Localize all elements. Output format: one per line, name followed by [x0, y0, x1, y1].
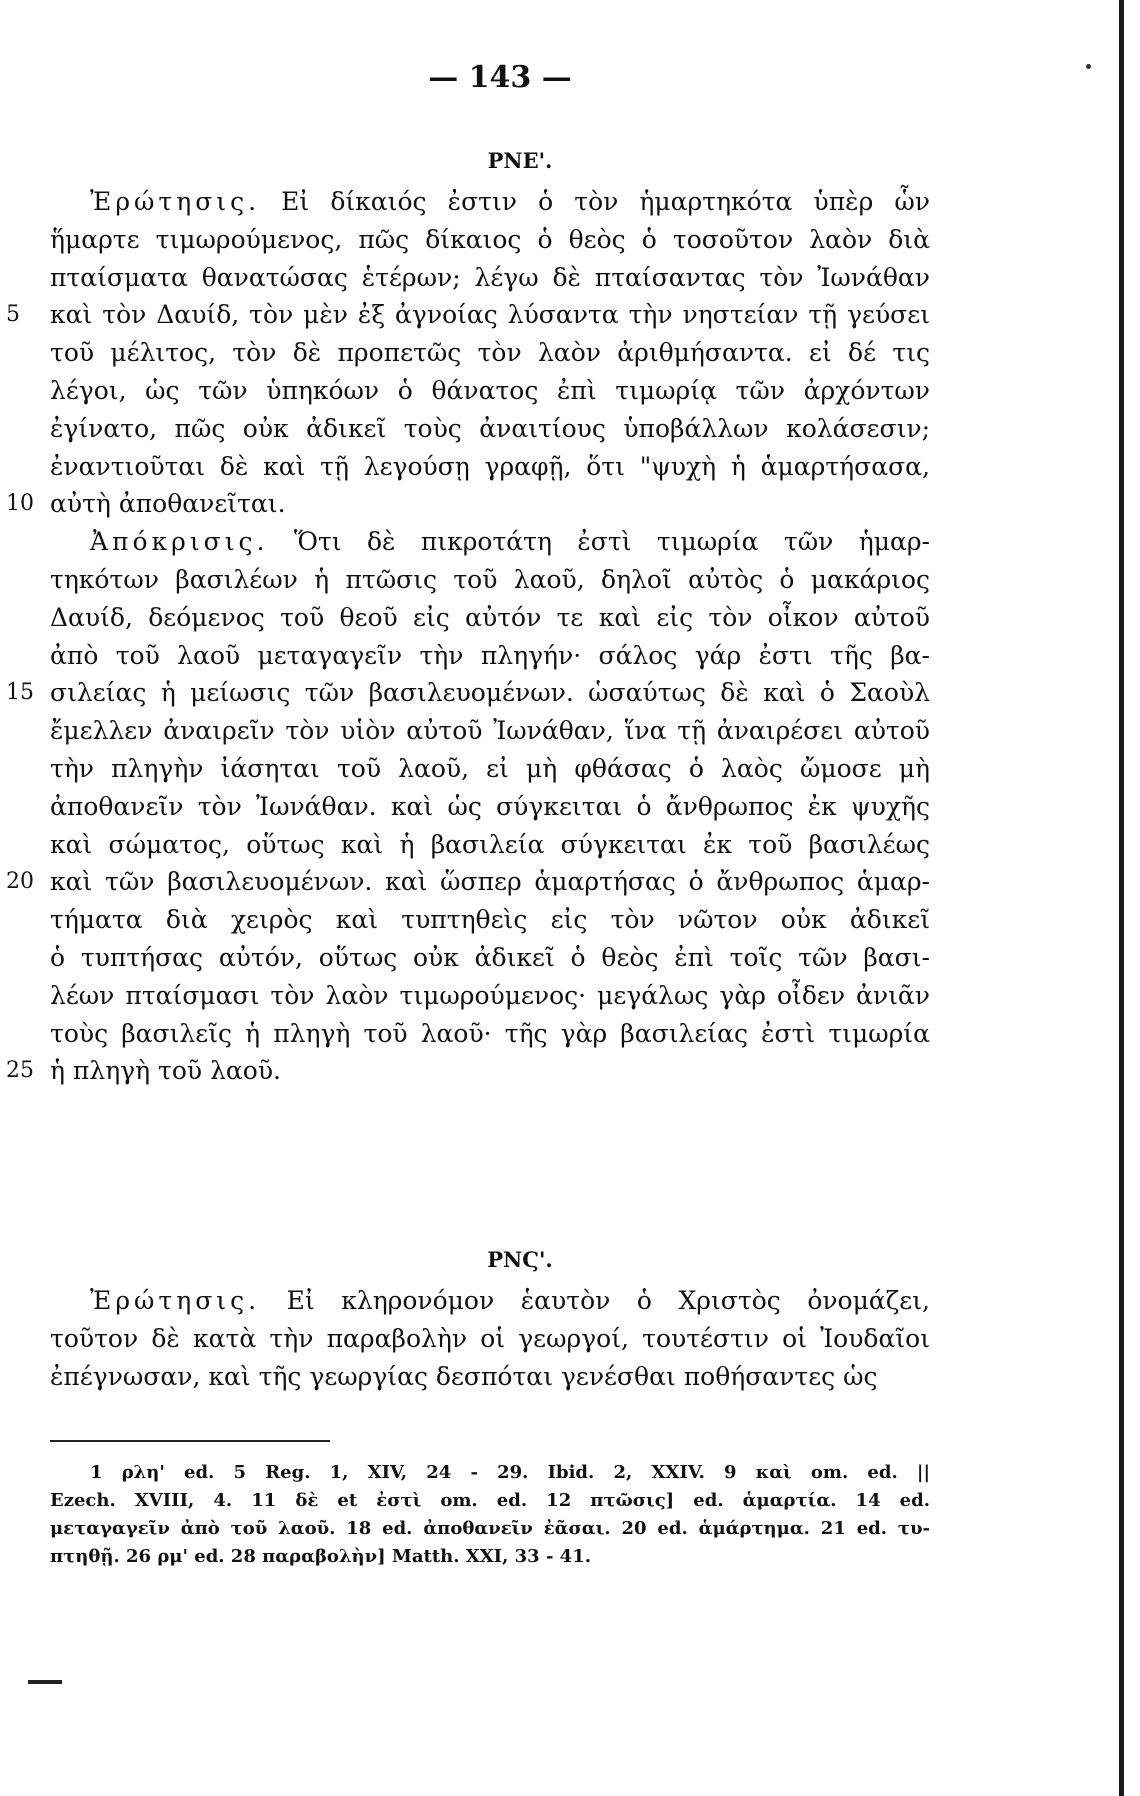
text-line — [50, 753, 930, 785]
text-line — [50, 866, 930, 898]
line-text: ἐπέγνωσαν, καὶ τῆς γεωργίας δεσπόται γενέσθαι ποθήσαντες ὡς — [50, 1361, 878, 1391]
line-text: τήματα διὰ χειρὸς καὶ τυπτηθεὶς εἰς τὸν νῶτον οὐκ ἀδικεῖ — [50, 905, 930, 935]
text-line — [90, 1285, 930, 1317]
line-text: ἔμελλεν ἀναιρεῖν τὸν υἱὸν αὐτοῦ Ἰωνάθαν, ἵνα τῇ ἀναιρέσει αὐτοῦ — [50, 716, 930, 746]
text-line — [50, 602, 930, 634]
text-line — [50, 791, 930, 823]
line-text: ἀπὸ τοῦ λαοῦ μεταγαγεῖν τὴν πληγήν· σάλος γάρ ἐστι τῆς βα- — [50, 640, 930, 670]
text-line — [50, 942, 930, 974]
text-line — [90, 186, 930, 218]
text-line — [50, 980, 930, 1012]
text-line — [50, 224, 930, 256]
line-text: τοὺς βασιλεῖς ἡ πληγὴ τοῦ λαοῦ· τῆς γὰρ βασιλείας ἐστὶ τιμωρία — [50, 1018, 930, 1048]
text-line — [50, 1055, 930, 1087]
line-text: Εἰ δίκαιός ἐστιν ὁ τὸν ἡμαρτηκότα ὑπὲρ ὧν — [260, 187, 930, 216]
text-line — [50, 564, 930, 596]
text-line — [50, 715, 930, 747]
line-number: 15 — [6, 680, 34, 706]
line-text: καὶ σώματος, οὕτως καὶ ἡ βασιλεία σύγκειται ἐκ τοῦ βασιλέως — [50, 829, 930, 859]
line-text: αὐτὴ ἀποθανεῖται. — [50, 489, 286, 519]
text-line — [50, 375, 930, 407]
line-number: 20 — [6, 869, 34, 895]
footnote-line: μεταγαγεῖν ἀπὸ τοῦ λαοῦ. 18 ed. ἀποθανεῖν ἐᾶσαι. 20 ed. ἁμάρτημα. 21 ed. τυ- — [50, 1518, 930, 1539]
line-text: λέων πταίσμασι τὸν λαὸν τιμωρούμενος· μεγάλως γὰρ οἶδεν ἀνιᾶν — [50, 980, 930, 1010]
line-text: πταίσματα θανατώσας ἑτέρων; λέγω δὲ πταίσαντας τὸν Ἰωνάθαν — [50, 262, 930, 292]
line-number: 5 — [6, 302, 20, 328]
text-line — [50, 488, 930, 520]
line-text: Ὅτι δὲ πικροτάτη ἐστὶ τιμωρία τῶν ἡμαρ- — [268, 527, 930, 557]
line-text: λέγοι, ὡς τῶν ὑπηκόων ὁ θάνατος ἐπὶ τιμωρίᾳ τῶν ἀρχόντων — [50, 376, 930, 405]
line-text: τὴν πληγὴν ἰάσηται τοῦ λαοῦ, εἰ μὴ φθάσας ὁ λαὸς ὤμοσε μὴ — [50, 754, 930, 783]
text-line — [50, 451, 930, 483]
line-text: καὶ τῶν βασιλευομένων. καὶ ὥσπερ ἁμαρτήσας ὁ ἄνθρωπος ἁμαρ- — [50, 867, 930, 897]
line-number: 25 — [6, 1058, 34, 1084]
footnote-line: Ezech. XVIII, 4. 11 δὲ et ἐστὶ om. ed. 12 πτῶσις] ed. ἁμαρτία. 14 ed. — [50, 1490, 930, 1511]
section-heading: ΡΝΕ'. — [487, 148, 553, 173]
line-text: ἡ πληγὴ τοῦ λαοῦ. — [50, 1056, 281, 1086]
line-text: Εἰ κληρονόμον ἑαυτὸν ὁ Χριστὸς ὀνομάζει, — [260, 1286, 930, 1315]
section-heading: ΡΝϚ'. — [487, 1247, 553, 1272]
line-text: ἥμαρτε τιμωρούμενος, πῶς δίκαιος ὁ θεὸς ὁ τοσοῦτον λαὸν διὰ — [50, 224, 930, 254]
line-text: τοῦτον δὲ κατὰ τὴν παραβολὴν οἱ γεωργοί, τουτέστιν οἱ Ἰουδαῖοι — [50, 1323, 930, 1353]
speaker-label: Ἀπόκρισις. — [90, 527, 269, 557]
text-line — [50, 1323, 930, 1355]
scan-mark — [28, 1680, 62, 1684]
footnote-line: πτηθῇ. 26 ρμ' ed. 28 παραβολὴν] Matth. XXI, 33 - 41. — [50, 1546, 592, 1567]
text-line — [90, 526, 930, 558]
text-line — [50, 829, 930, 861]
text-line — [50, 640, 930, 672]
text-line — [50, 337, 930, 369]
line-number: 10 — [6, 491, 34, 517]
text-line — [50, 904, 930, 936]
line-text: ἀποθανεῖν τὸν Ἰωνάθαν. καὶ ὡς σύγκειται ὁ ἄνθρωπος ἐκ ψυχῆς — [50, 791, 930, 821]
text-line — [50, 1018, 930, 1050]
page-number: — 143 — — [428, 60, 572, 95]
text-line — [50, 299, 930, 331]
line-text: ὁ τυπτήσας αὐτόν, οὕτως οὐκ ἀδικεῖ ὁ θεὸς ἐπὶ τοῖς τῶν βασι- — [50, 943, 930, 972]
line-text: Δαυίδ, δεόμενος τοῦ θεοῦ εἰς αὐτόν τε καὶ εἰς τὸν οἶκον αὐτοῦ — [50, 602, 930, 632]
footnote-line: 1 ρλη' ed. 5 Reg. 1, XIV, 24 - 29. Ibid. 2, XXIV. 9 καὶ om. ed. || — [90, 1462, 930, 1483]
scan-edge-rule — [1119, 0, 1124, 1796]
line-text: καὶ τὸν Δαυίδ, τὸν μὲν ἐξ ἀγνοίας λύσαντα τὴν νηστείαν τῇ γεύσει — [50, 300, 930, 330]
line-text: τηκότων βασιλέων ἡ πτῶσις τοῦ λαοῦ, δηλοῖ αὐτὸς ὁ μακάριος — [50, 565, 930, 594]
text-line — [50, 262, 930, 294]
speaker-label: Ἐρώτησις. — [90, 187, 261, 216]
line-text: τοῦ μέλιτος, τὸν δὲ προπετῶς τὸν λαὸν ἀριθμήσαντα. εἰ δέ τις — [50, 338, 930, 368]
line-text: σιλείας ἡ μείωσις τῶν βασιλευομένων. ὡσαύτως δὲ καὶ ὁ Σαοὺλ — [50, 678, 930, 708]
text-line — [50, 413, 930, 445]
scan-speck — [1086, 64, 1091, 69]
footnote-rule — [50, 1440, 330, 1442]
line-text: ἐγίνατο, πῶς οὐκ ἀδικεῖ τοὺς ἀναιτίους ὑποβάλλων κολάσεσιν; — [50, 413, 930, 443]
speaker-label: Ἐρώτησις. — [90, 1286, 261, 1315]
line-text: ἐναντιοῦται δὲ καὶ τῇ λεγούσῃ γραφῇ, ὅτι "ψυχὴ ἡ ἁμαρτήσασα, — [50, 451, 930, 481]
text-line — [50, 677, 930, 709]
text-line — [50, 1361, 930, 1393]
